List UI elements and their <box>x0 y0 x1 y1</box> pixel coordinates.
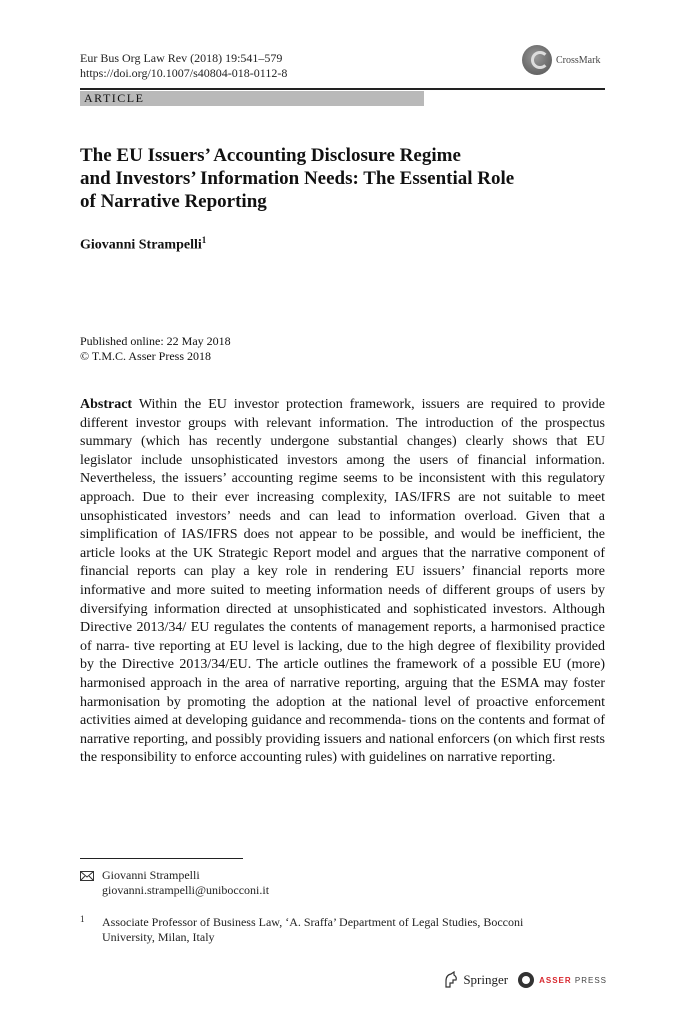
crossmark-button[interactable] <box>522 45 612 75</box>
author-name[interactable]: Giovanni Strampelli <box>80 237 202 253</box>
abstract <box>80 396 605 768</box>
asser-press-logo <box>539 976 607 985</box>
contact-author <box>102 868 269 898</box>
crossmark-icon <box>522 45 552 75</box>
title-line-2: and Investors’ Information Needs: The Essential Role <box>80 168 515 189</box>
crossmark-label: CrossMark <box>556 54 601 66</box>
asser-logo-icon <box>518 972 534 988</box>
springer-horse-icon <box>443 971 459 989</box>
journal-citation <box>80 51 287 81</box>
journal-reference: Eur Bus Org Law Rev (2018) 19:541–579 <box>80 51 283 65</box>
envelope-icon <box>80 871 94 881</box>
footnote-affiliation <box>102 915 542 945</box>
article-type-label: ARTICLE <box>80 91 424 106</box>
affiliation-marker[interactable]: 1 <box>201 235 207 245</box>
publisher-footer <box>420 970 607 990</box>
contact-name: Giovanni Strampelli <box>102 868 200 882</box>
header-rule <box>80 88 605 90</box>
published-date: Published online: 22 May 2018 <box>80 334 231 348</box>
affiliation-line-2: University, Milan, Italy <box>102 930 215 944</box>
abstract-text: Within the EU investor protection framework, issuers are required to provide different investor groups with relevant information. The introduction of the prospectus summary (which has recently undergone substantial changes) clearly shows that EU legislator include unsophisticated investors among the users of financial information. Nevertheless, the issuers’ accounting regime seems to be inconsistent with this regulatory approach. Due to their ever increasing complexity, IAS/IFRS are not suitable to meet unsophisticated investors’ needs and can lead to information overload. Given that a simplification of IAS/IFRS does not appear to be possible, and would be inefficient, the article looks at the UK Strategic Report model and argues that the narrative component of financial reports can play a key role in rendering EU issuers’ financial reports more informative and more suited to meeting information needs of different groups of users by diversifying information directed at unsophisticated and sophisticated investors. Although Directive 2013/34/ EU regulates the contents of management reports, a harmonised practice of narra- tive reporting at EU level is lacking, due to the high degree of flexibility provided by the Directive 2013/34/EU. The article outlines the framework of a possible EU (more) harmonised approach in the area of narrative reporting, arguing that the ESMA may foster harmonisation by promoting the adoption at the national level of proactive enforcement activities aimed at developing guidance and recommenda- tions on the contents and format of narrative reporting, and possibly providing issuers and national enforcers (on which first rests the responsibility to enforce accounting rules) with guidelines on narrative reporting. <box>80 397 605 766</box>
doi-link[interactable]: https://doi.org/10.1007/s40804-018-0112-8 <box>80 66 288 80</box>
author-line <box>80 235 206 254</box>
title-line-1: The EU Issuers’ Accounting Disclosure Regime <box>80 145 461 166</box>
contact-email[interactable]: giovanni.strampelli@unibocconi.it <box>102 883 270 897</box>
springer-logo-text: Springer <box>463 972 509 987</box>
asser-logo-suffix: PRESS <box>571 975 607 985</box>
footnote-number: 1 <box>80 914 85 924</box>
copyright: © T.M.C. Asser Press 2018 <box>80 349 212 363</box>
affiliation-line-1: Associate Professor of Business Law, ‘A. Sraffa’ Department of Legal Studies, Bocconi <box>102 915 524 929</box>
article-title <box>80 144 605 213</box>
abstract-heading: Abstract <box>80 397 133 412</box>
asser-logo-prefix: ASSER <box>539 975 572 985</box>
title-line-3: of Narrative Reporting <box>80 191 267 212</box>
footnote-rule <box>80 858 243 859</box>
publication-info <box>80 334 231 364</box>
